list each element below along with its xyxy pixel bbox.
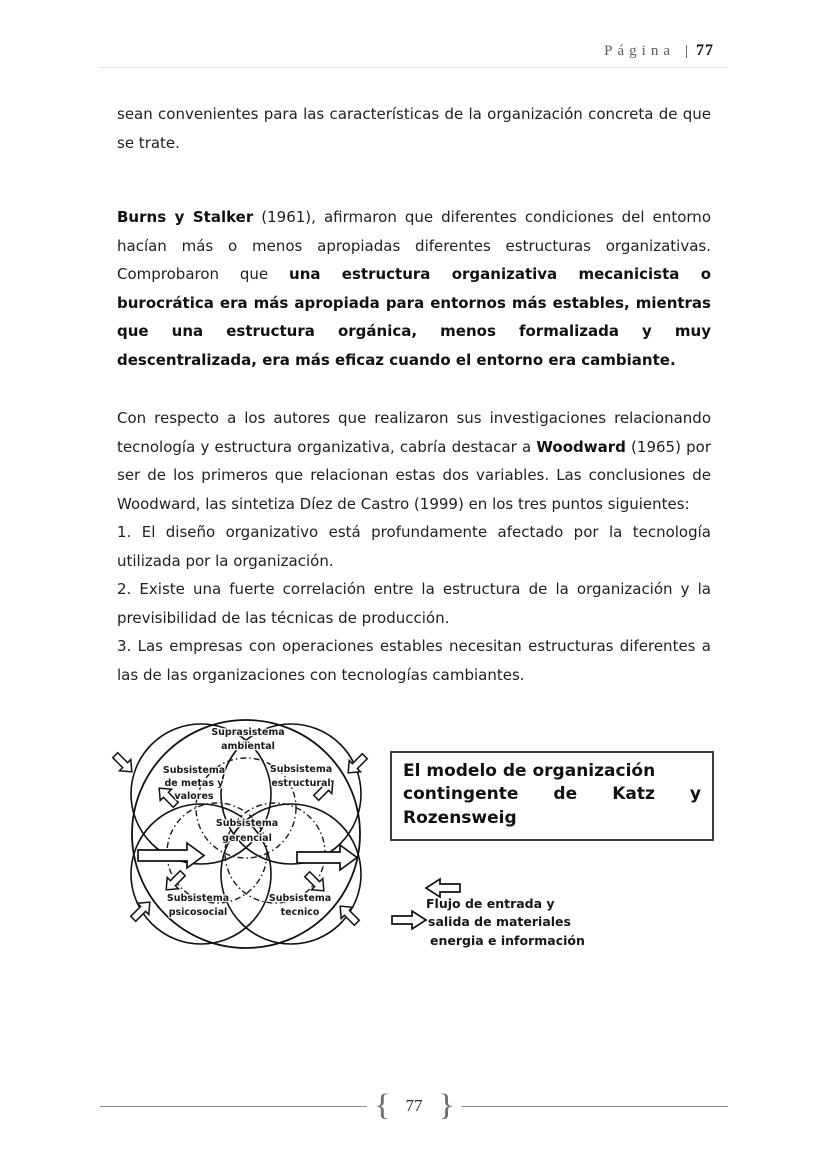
output-flow-arrow-icon — [297, 845, 357, 870]
paragraph-woodward — [117, 404, 711, 518]
paragraph-burns-stalker — [117, 203, 711, 374]
figure-title-line-2: contingente de Katz y Rozensweig — [403, 784, 701, 828]
label-psicosocial-2: psicosocial — [168, 907, 228, 918]
legend-line-3: energia e información — [430, 933, 585, 948]
legend-line-1: Flujo de entrada y — [426, 896, 555, 911]
flow-legend — [388, 875, 638, 959]
figure-right-column — [390, 751, 714, 948]
label-gerencial-2: gerencial — [222, 833, 272, 844]
label-metas: Subsistema — [162, 765, 226, 776]
figure-title-box — [390, 751, 714, 841]
list-item-1-text: 1. El diseño organizativo está profundamente afectado por la tecnología utilizada por la organización. — [117, 523, 711, 570]
contingency-model-figure — [117, 705, 711, 973]
label-suprasistema-2: ambiental — [221, 741, 275, 752]
footer-rule-left — [100, 1106, 367, 1107]
label-psicosocial: Subsistema — [166, 893, 230, 904]
woodward-text-2: (1965) por ser de los primeros que relacionan estas dos variables. Las conclusiones de Woodward, las sintetiza Díez de Castro (1999) en los tres puntos siguientes: — [117, 437, 711, 513]
burns-stalker-conclusion: una estructura organizativa mecanicista o burocrática era más apropiada para entornos más estables, mientras que una estructura orgánica, menos formalizada y muy descentralizada, era más eficaz cuando el entorno era cambiante. — [117, 265, 711, 369]
page-footer — [100, 1088, 728, 1124]
list-item-3-text: 3. Las empresas con operaciones estables necesitan estructuras diferentes a las de las organizaciones con tecnologías cambiantes. — [117, 637, 711, 684]
label-tecnico: Subsistema — [268, 893, 332, 904]
label-metas-3: valores — [174, 791, 214, 802]
label-estructural-2: estructural — [271, 778, 331, 789]
legend-line-2: salida de materiales — [428, 914, 571, 929]
paragraph-intro — [117, 100, 711, 157]
diagram-labels — [163, 727, 332, 918]
header-page-number: 77 — [696, 42, 714, 59]
burns-stalker-authors: Burns y Stalker — [117, 208, 254, 226]
label-estructural: Subsistema — [269, 764, 333, 775]
header-page-label: Página — [604, 43, 675, 59]
inward-arrow-icon — [343, 751, 371, 779]
paragraph-intro-text: sean convenientes para las características de la organización concreta de que se trate. — [117, 105, 711, 152]
figure-title-line-1: El modelo de organización — [403, 761, 656, 781]
page-header — [100, 42, 728, 68]
list-item-1 — [117, 518, 711, 575]
footer-page-number: 77 — [405, 1096, 423, 1115]
contingency-model-diagram — [111, 705, 373, 957]
footer-brace-right: } — [437, 1086, 455, 1122]
label-tecnico-2: tecnico — [280, 907, 320, 918]
outflow-arrow-icon — [426, 879, 460, 897]
inflow-arrow-icon — [392, 911, 426, 929]
label-metas-2: de metas y — [164, 778, 224, 789]
footer-brace-left: { — [373, 1086, 391, 1122]
woodward-author: Woodward — [536, 437, 626, 456]
woodward-text-1: Con respecto a los autores que realizaron sus investigaciones relacionando tecnología y estructura organizativa, cabría destacar a — [117, 409, 711, 456]
list-item-2-text: 2. Existe una fuerte correlación entre la estructura de la organización y la previsibilidad de las técnicas de producción. — [117, 580, 711, 627]
burns-stalker-text: (1961), afirmaron que diferentes condiciones del entorno hacían más o menos apropiadas diferentes estructuras organizativas. Comprobaron que — [117, 208, 711, 283]
body-text — [117, 100, 711, 973]
list-item-3 — [117, 632, 711, 689]
footer-rule-right — [461, 1106, 728, 1107]
header-separator: | — [684, 43, 688, 59]
list-item-2 — [117, 575, 711, 632]
inward-arrow-icon — [128, 897, 156, 925]
label-suprasistema: Suprasistema — [211, 727, 285, 738]
label-gerencial: Subsistema — [215, 818, 279, 829]
